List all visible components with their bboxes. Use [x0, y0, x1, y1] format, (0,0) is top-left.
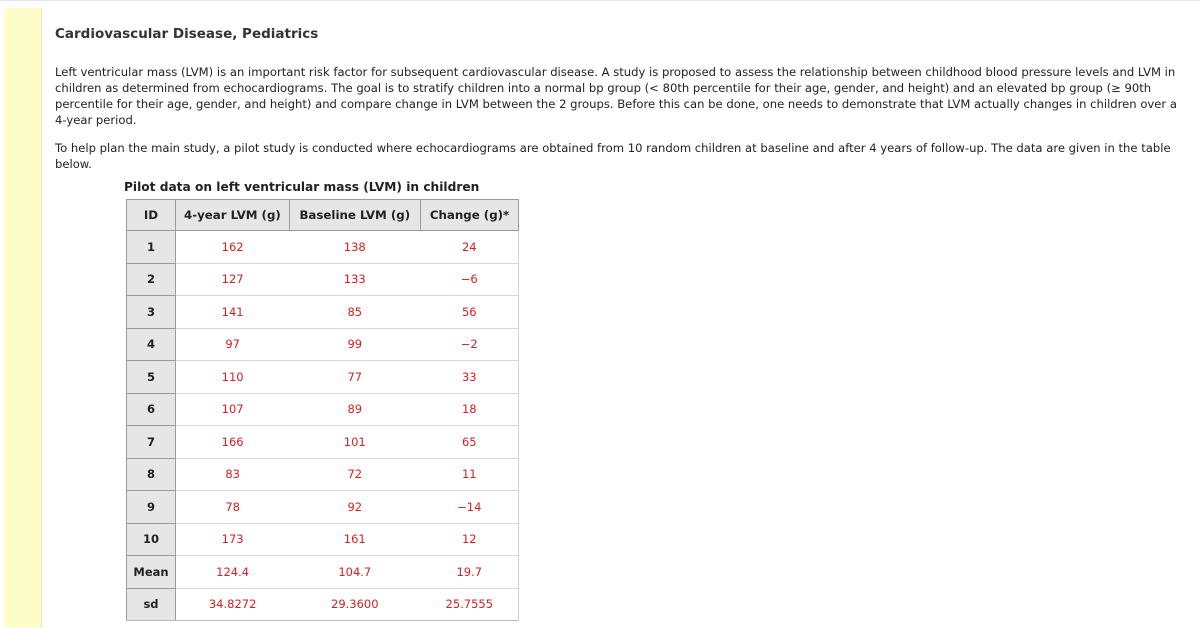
- table-row: [127, 263, 519, 296]
- page-title: Cardiovascular Disease, Pediatrics: [55, 26, 319, 42]
- cell-4year: 107: [176, 393, 290, 426]
- cell-4year: 97: [176, 328, 290, 361]
- cell-change: 65: [420, 426, 519, 459]
- cell-change: 25.7555: [420, 588, 519, 621]
- header-change: Change (g)*: [420, 200, 519, 231]
- cell-baseline: 101: [289, 426, 420, 459]
- row-id: 8: [127, 458, 176, 491]
- cell-change: 24: [420, 231, 519, 264]
- table-row: [127, 491, 519, 524]
- table-row: [127, 458, 519, 491]
- header-id: ID: [127, 200, 176, 231]
- cell-change: 33: [420, 361, 519, 394]
- row-id: 9: [127, 491, 176, 524]
- cell-baseline: 77: [289, 361, 420, 394]
- row-id: 1: [127, 231, 176, 264]
- cell-change: 56: [420, 296, 519, 329]
- table-row: [127, 296, 519, 329]
- header-baseline-lvm: Baseline LVM (g): [289, 200, 420, 231]
- lvm-table: [126, 199, 519, 621]
- cell-4year: 34.8272: [176, 588, 290, 621]
- table-row: [127, 393, 519, 426]
- top-divider: [0, 0, 1200, 1]
- table-row-sd: [127, 588, 519, 621]
- cell-baseline: 72: [289, 458, 420, 491]
- cell-change: −2: [420, 328, 519, 361]
- row-id: 7: [127, 426, 176, 459]
- cell-4year: 83: [176, 458, 290, 491]
- cell-baseline: 92: [289, 491, 420, 524]
- row-id: Mean: [127, 556, 176, 589]
- table-row: [127, 426, 519, 459]
- row-id: 5: [127, 361, 176, 394]
- cell-4year: 78: [176, 491, 290, 524]
- cell-4year: 110: [176, 361, 290, 394]
- header-4year-lvm: 4-year LVM (g): [176, 200, 290, 231]
- table-row: [127, 328, 519, 361]
- cell-4year: 166: [176, 426, 290, 459]
- row-id: 2: [127, 263, 176, 296]
- cell-baseline: 138: [289, 231, 420, 264]
- cell-baseline: 89: [289, 393, 420, 426]
- pilot-paragraph: To help plan the main study, a pilot study is conducted where echocardiograms are obtained from 10 random children at baseline and after 4 years of follow-up. The data are given in the table below.: [55, 141, 1171, 171]
- cell-4year: 127: [176, 263, 290, 296]
- cell-change: −14: [420, 491, 519, 524]
- cell-4year: 124.4: [176, 556, 290, 589]
- table-row-mean: [127, 556, 519, 589]
- table-header-row: [127, 200, 519, 231]
- row-id: 3: [127, 296, 176, 329]
- cell-baseline: 99: [289, 328, 420, 361]
- cell-4year: 173: [176, 523, 290, 556]
- cell-baseline: 161: [289, 523, 420, 556]
- table-row: [127, 523, 519, 556]
- cell-baseline: 29.3600: [289, 588, 420, 621]
- intro-paragraph: Left ventricular mass (LVM) is an important risk factor for subsequent cardiovascular disease. A study is proposed to assess the relationship between childhood blood pressure levels and LVM in children as determined from echocardiograms. The goal is to stratify children into a normal bp group (< 80th percentile for their age, gender, and height) and an elevated bp group (≥ 90th percentile for their age, gender, and height) and compare change in LVM between the 2 groups. Before this can be done, one needs to demonstrate that LVM actually changes in children over a 4-year period.: [55, 65, 1177, 127]
- cell-baseline: 85: [289, 296, 420, 329]
- table-row: [127, 361, 519, 394]
- cell-change: 18: [420, 393, 519, 426]
- content-area: [55, 26, 1185, 184]
- row-id: 6: [127, 393, 176, 426]
- cell-baseline: 133: [289, 263, 420, 296]
- cell-change: 12: [420, 523, 519, 556]
- cell-baseline: 104.7: [289, 556, 420, 589]
- table-row: [127, 231, 519, 264]
- cell-4year: 141: [176, 296, 290, 329]
- cell-change: −6: [420, 263, 519, 296]
- cell-4year: 162: [176, 231, 290, 264]
- left-accent-bar: [4, 8, 42, 628]
- row-id: 4: [127, 328, 176, 361]
- row-id: 10: [127, 523, 176, 556]
- table-caption: Pilot data on left ventricular mass (LVM) in children: [124, 180, 480, 194]
- cell-change: 11: [420, 458, 519, 491]
- row-id: sd: [127, 588, 176, 621]
- cell-change: 19.7: [420, 556, 519, 589]
